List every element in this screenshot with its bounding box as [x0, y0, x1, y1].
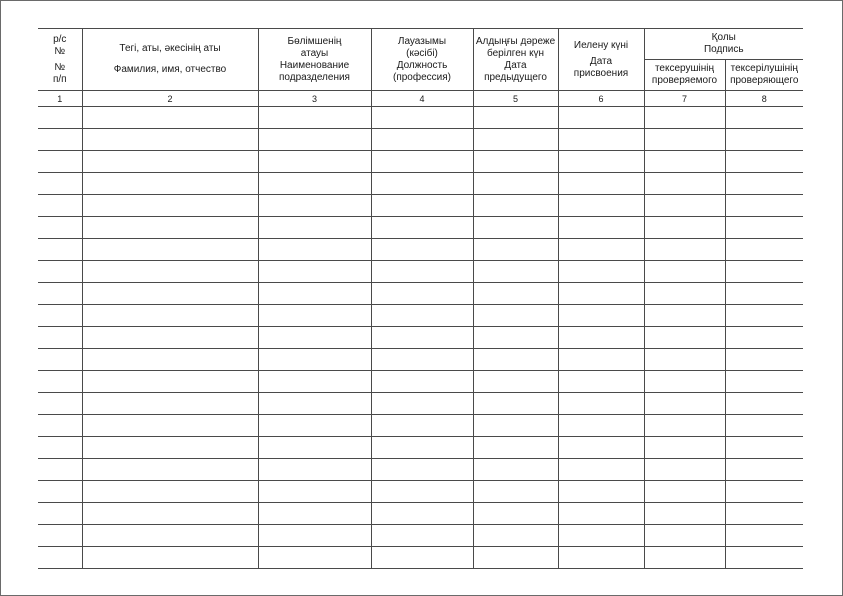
table-cell[interactable]	[258, 283, 371, 305]
table-cell[interactable]	[644, 415, 725, 437]
table-row	[38, 173, 803, 195]
table-cell[interactable]	[558, 107, 644, 129]
table-cell[interactable]	[473, 261, 558, 283]
column-number: 2	[82, 91, 258, 107]
header-department-ru-2: подразделения	[279, 71, 350, 83]
table-cell[interactable]	[38, 547, 82, 569]
table-cell[interactable]	[725, 261, 803, 283]
table-cell[interactable]	[558, 151, 644, 173]
table-cell[interactable]	[558, 305, 644, 327]
column-number: 6	[558, 91, 644, 107]
table-cell[interactable]	[258, 459, 371, 481]
table-cell[interactable]	[371, 349, 473, 371]
table-cell[interactable]	[371, 151, 473, 173]
table-row	[38, 525, 803, 547]
header-signature	[644, 29, 803, 60]
table-cell[interactable]	[725, 415, 803, 437]
table-cell[interactable]	[82, 217, 258, 239]
header-assignment-date-ru: Дата	[589, 55, 613, 67]
table-cell[interactable]	[725, 151, 803, 173]
table-cell[interactable]	[82, 415, 258, 437]
table-cell[interactable]	[725, 305, 803, 327]
table-cell[interactable]	[38, 481, 82, 503]
table-cell[interactable]	[258, 481, 371, 503]
table-cell[interactable]	[38, 239, 82, 261]
table-cell[interactable]	[644, 525, 725, 547]
table-cell[interactable]	[371, 261, 473, 283]
column-number: 4	[371, 91, 473, 107]
table-row	[38, 261, 803, 283]
table-cell[interactable]	[725, 525, 803, 547]
table-cell[interactable]	[82, 437, 258, 459]
table-cell[interactable]	[38, 195, 82, 217]
table-cell[interactable]	[258, 217, 371, 239]
table-row	[38, 107, 803, 129]
header-signature-inspected-kz: тексерушінің	[654, 63, 715, 74]
table-cell[interactable]	[644, 173, 725, 195]
table-cell[interactable]	[558, 239, 644, 261]
table-cell[interactable]	[38, 283, 82, 305]
table-cell[interactable]	[558, 481, 644, 503]
table-row	[38, 217, 803, 239]
table-cell[interactable]	[644, 107, 725, 129]
journal-body	[38, 107, 803, 569]
column-number: 7	[644, 91, 725, 107]
table-cell[interactable]	[558, 349, 644, 371]
table-cell[interactable]	[473, 327, 558, 349]
table-cell[interactable]	[38, 503, 82, 525]
table-cell[interactable]	[558, 327, 644, 349]
column-number: 1	[38, 91, 82, 107]
column-number: 3	[258, 91, 371, 107]
table-cell[interactable]	[82, 305, 258, 327]
table-cell[interactable]	[473, 195, 558, 217]
table-cell[interactable]	[725, 437, 803, 459]
table-cell[interactable]	[371, 327, 473, 349]
table-row	[38, 371, 803, 393]
table-cell[interactable]	[725, 239, 803, 261]
table-cell[interactable]	[258, 503, 371, 525]
table-cell[interactable]	[38, 217, 82, 239]
table-row	[38, 129, 803, 151]
table-cell[interactable]	[473, 283, 558, 305]
table-row	[38, 547, 803, 569]
table-cell[interactable]	[473, 371, 558, 393]
table-cell[interactable]	[38, 129, 82, 151]
table-cell[interactable]	[644, 305, 725, 327]
table-cell[interactable]	[82, 459, 258, 481]
table-cell[interactable]	[644, 151, 725, 173]
table-cell[interactable]	[725, 327, 803, 349]
table-cell[interactable]	[473, 525, 558, 547]
table-cell[interactable]	[473, 239, 558, 261]
header-signature-ru: Подпись	[703, 44, 744, 55]
table-cell[interactable]	[725, 371, 803, 393]
table-cell[interactable]	[473, 459, 558, 481]
header-previous-date	[473, 29, 558, 91]
table-cell[interactable]	[258, 261, 371, 283]
header-row-number-ru-sign: №	[54, 61, 66, 73]
table-cell[interactable]	[725, 107, 803, 129]
table-cell[interactable]	[725, 217, 803, 239]
header-position	[371, 29, 473, 91]
table-row	[38, 437, 803, 459]
table-cell[interactable]	[258, 525, 371, 547]
header-signature-inspector-kz: тексерілушінің	[730, 63, 798, 74]
table-cell[interactable]	[82, 107, 258, 129]
journal-table	[38, 28, 803, 569]
header-position-ru: Должность	[396, 59, 448, 71]
table-cell[interactable]	[82, 327, 258, 349]
table-cell[interactable]	[644, 393, 725, 415]
table-cell[interactable]	[644, 261, 725, 283]
table-cell[interactable]	[258, 239, 371, 261]
table-cell[interactable]	[725, 349, 803, 371]
table-row	[38, 503, 803, 525]
table-cell[interactable]	[82, 239, 258, 261]
table-cell[interactable]	[473, 349, 558, 371]
column-number: 5	[473, 91, 558, 107]
table-cell[interactable]	[558, 261, 644, 283]
table-row	[38, 195, 803, 217]
table-cell[interactable]	[371, 195, 473, 217]
table-cell[interactable]	[258, 195, 371, 217]
table-cell[interactable]	[371, 107, 473, 129]
table-cell[interactable]	[473, 547, 558, 569]
table-cell[interactable]	[258, 129, 371, 151]
table-cell[interactable]	[371, 173, 473, 195]
table-cell[interactable]	[725, 503, 803, 525]
table-cell[interactable]	[82, 547, 258, 569]
header-signature-inspected-ru: проверяемого	[651, 75, 718, 86]
table-cell[interactable]	[38, 107, 82, 129]
header-row-number-kz-sign: №	[54, 45, 66, 57]
table-row	[38, 393, 803, 415]
table-cell[interactable]	[644, 503, 725, 525]
table-cell[interactable]	[371, 481, 473, 503]
table-cell[interactable]	[82, 481, 258, 503]
header-department	[258, 29, 371, 91]
table-cell[interactable]	[473, 173, 558, 195]
table-cell[interactable]	[371, 371, 473, 393]
table-cell[interactable]	[473, 217, 558, 239]
table-cell[interactable]	[725, 195, 803, 217]
column-number: 8	[725, 91, 803, 107]
table-row	[38, 415, 803, 437]
table-cell[interactable]	[558, 195, 644, 217]
table-cell[interactable]	[371, 525, 473, 547]
table-cell[interactable]	[371, 503, 473, 525]
table-cell[interactable]	[258, 107, 371, 129]
table-cell[interactable]	[371, 239, 473, 261]
header-department-ru: Наименование	[279, 59, 350, 71]
table-cell[interactable]	[644, 547, 725, 569]
table-cell[interactable]	[258, 393, 371, 415]
table-cell[interactable]	[82, 349, 258, 371]
table-cell[interactable]	[38, 393, 82, 415]
header-position-ru-2: (профессия)	[393, 71, 451, 83]
header-signature-kz: Қолы	[711, 32, 736, 43]
header-previous-date-kz-2: берілген күн	[487, 47, 544, 59]
table-cell[interactable]	[644, 239, 725, 261]
table-cell[interactable]	[38, 525, 82, 547]
table-cell[interactable]	[38, 349, 82, 371]
table-cell[interactable]	[644, 437, 725, 459]
table-cell[interactable]	[473, 151, 558, 173]
table-cell[interactable]	[38, 305, 82, 327]
header-signature-inspected	[644, 60, 725, 91]
table-cell[interactable]	[371, 415, 473, 437]
table-cell[interactable]	[82, 283, 258, 305]
table-cell[interactable]	[82, 525, 258, 547]
table-cell[interactable]	[82, 503, 258, 525]
table-cell[interactable]	[371, 305, 473, 327]
table-cell[interactable]	[558, 283, 644, 305]
table-cell[interactable]	[558, 459, 644, 481]
table-cell[interactable]	[473, 107, 558, 129]
table-cell[interactable]	[558, 173, 644, 195]
header-previous-date-ru: Дата	[504, 59, 527, 71]
table-cell[interactable]	[558, 437, 644, 459]
header-signature-inspector	[725, 60, 803, 91]
table-cell[interactable]	[644, 327, 725, 349]
table-cell[interactable]	[38, 261, 82, 283]
table-cell[interactable]	[371, 437, 473, 459]
table-cell[interactable]	[258, 547, 371, 569]
table-cell[interactable]	[473, 481, 558, 503]
header-row-number-ru: п/п	[52, 73, 67, 85]
table-cell[interactable]	[82, 151, 258, 173]
header-full-name	[82, 29, 258, 91]
table-cell[interactable]	[558, 129, 644, 151]
table-row	[38, 151, 803, 173]
table-row	[38, 283, 803, 305]
table-cell[interactable]	[644, 283, 725, 305]
table-cell[interactable]	[558, 547, 644, 569]
table-cell[interactable]	[258, 415, 371, 437]
header-position-kz: Лауазымы	[397, 35, 447, 47]
header-assignment-date-ru-2: присвоения	[573, 67, 629, 79]
table-cell[interactable]	[82, 371, 258, 393]
table-cell[interactable]	[371, 459, 473, 481]
table-cell[interactable]	[644, 481, 725, 503]
table-cell[interactable]	[38, 459, 82, 481]
table-cell[interactable]	[558, 525, 644, 547]
header-previous-date-ru-2: предыдущего	[484, 71, 547, 83]
table-cell[interactable]	[82, 173, 258, 195]
table-row	[38, 481, 803, 503]
table-row	[38, 349, 803, 371]
table-cell[interactable]	[725, 459, 803, 481]
table-cell[interactable]	[473, 437, 558, 459]
header-previous-date-kz: Алдыңғы дәреже	[475, 35, 556, 47]
header-full-name-kz: Тегі, аты, әкесінің аты	[119, 43, 221, 54]
table-cell[interactable]	[258, 371, 371, 393]
table-cell[interactable]	[38, 371, 82, 393]
table-cell[interactable]	[473, 129, 558, 151]
table-cell[interactable]	[258, 327, 371, 349]
table-cell[interactable]	[725, 547, 803, 569]
header-row-number-kz: р/с	[53, 33, 67, 45]
table-cell[interactable]	[725, 283, 803, 305]
header-position-kz-2: (кәсібі)	[406, 47, 438, 59]
table-cell[interactable]	[558, 503, 644, 525]
table-cell[interactable]	[258, 305, 371, 327]
table-cell[interactable]	[258, 437, 371, 459]
header-assignment-date	[558, 29, 644, 91]
table-cell[interactable]	[725, 173, 803, 195]
table-cell[interactable]	[473, 393, 558, 415]
table-cell[interactable]	[82, 261, 258, 283]
header-row-number	[38, 29, 82, 91]
table-cell[interactable]	[258, 173, 371, 195]
table-cell[interactable]	[258, 349, 371, 371]
table-cell[interactable]	[38, 327, 82, 349]
table-cell[interactable]	[38, 437, 82, 459]
table-cell[interactable]	[644, 129, 725, 151]
table-cell[interactable]	[644, 349, 725, 371]
table-cell[interactable]	[725, 393, 803, 415]
table-cell[interactable]	[371, 283, 473, 305]
header-department-kz-2: атауы	[300, 47, 329, 59]
table-cell[interactable]	[725, 481, 803, 503]
table-cell[interactable]	[38, 415, 82, 437]
column-number-row	[38, 91, 803, 107]
table-cell[interactable]	[82, 195, 258, 217]
table-cell[interactable]	[371, 129, 473, 151]
table-cell[interactable]	[558, 217, 644, 239]
table-row	[38, 327, 803, 349]
table-cell[interactable]	[371, 217, 473, 239]
table-row	[38, 305, 803, 327]
table-cell[interactable]	[38, 173, 82, 195]
table-cell[interactable]	[644, 371, 725, 393]
table-cell[interactable]	[258, 151, 371, 173]
table-cell[interactable]	[558, 393, 644, 415]
table-cell[interactable]	[644, 459, 725, 481]
table-cell[interactable]	[371, 393, 473, 415]
table-cell[interactable]	[644, 195, 725, 217]
header-signature-inspector-ru: проверяющего	[730, 75, 799, 86]
table-cell[interactable]	[38, 151, 82, 173]
table-cell[interactable]	[558, 415, 644, 437]
table-cell[interactable]	[371, 547, 473, 569]
table-row	[38, 239, 803, 261]
table-cell[interactable]	[473, 305, 558, 327]
header-full-name-ru: Фамилия, имя, отчество	[113, 64, 227, 75]
table-cell[interactable]	[558, 371, 644, 393]
table-cell[interactable]	[644, 217, 725, 239]
header-assignment-date-kz: Иелену күні	[573, 39, 629, 51]
table-cell[interactable]	[473, 415, 558, 437]
table-cell[interactable]	[82, 129, 258, 151]
header-department-kz: Бөлімшенің	[287, 35, 342, 47]
table-row	[38, 459, 803, 481]
table-cell[interactable]	[725, 129, 803, 151]
table-cell[interactable]	[473, 503, 558, 525]
table-cell[interactable]	[82, 393, 258, 415]
